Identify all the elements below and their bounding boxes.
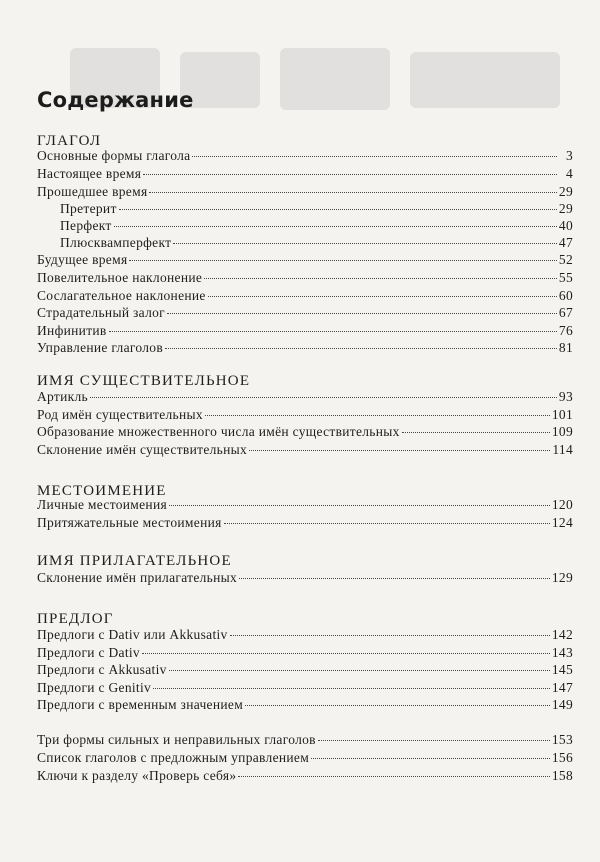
entry-page-number: 4	[565, 166, 573, 181]
entry-page-number: 76	[558, 323, 573, 338]
dot-leader	[238, 776, 549, 777]
dot-leader	[239, 578, 550, 579]
entry-title: Предлоги с Genitiv	[37, 680, 152, 695]
entry-page-number: 158	[551, 768, 573, 783]
toc-entry[interactable]	[37, 305, 573, 323]
entry-title: Перфект	[60, 218, 112, 233]
toc-entry[interactable]	[37, 768, 573, 786]
toc-entry[interactable]	[37, 389, 573, 407]
entry-title: Предлоги с Dativ или Akkusativ	[37, 627, 228, 642]
toc-entry[interactable]	[37, 680, 573, 698]
section-heading-noun: ИМЯ СУЩЕСТВИТЕЛЬНОЕ	[37, 373, 251, 389]
entry-title: Род имён существительных	[37, 407, 203, 422]
section-heading-preposition: ПРЕДЛОГ	[37, 611, 114, 627]
entry-page-number: 101	[551, 407, 573, 422]
dot-leader	[142, 653, 550, 654]
entry-page-number: 109	[551, 424, 573, 439]
toc-subentry[interactable]	[60, 218, 573, 236]
toc-entry[interactable]	[37, 288, 573, 306]
dot-leader	[192, 156, 557, 157]
entry-title: Личные местоимения	[37, 497, 167, 512]
dot-leader	[205, 415, 550, 416]
dot-leader	[167, 313, 557, 314]
entry-page-number: 29	[558, 201, 573, 216]
toc-entry[interactable]	[37, 497, 573, 515]
entry-title: Склонение имён прилагательных	[37, 570, 238, 585]
entry-title: Артикль	[37, 389, 88, 404]
toc-subentry[interactable]	[60, 201, 573, 219]
entry-page-number: 47	[558, 235, 573, 250]
entry-title: Настоящее время	[37, 166, 142, 181]
entry-page-number: 120	[551, 497, 573, 512]
dot-leader	[204, 278, 557, 279]
dot-leader	[318, 740, 550, 741]
entry-page-number: 153	[551, 732, 573, 747]
bleed-through-shadow	[60, 38, 580, 128]
dot-leader	[114, 226, 557, 227]
entry-title: Склонение имён существительных	[37, 442, 248, 457]
dot-leader	[119, 209, 557, 210]
toc-entry[interactable]	[37, 340, 573, 358]
entry-title: Предлоги с временным значением	[37, 697, 244, 712]
dot-leader	[249, 450, 550, 451]
dot-leader	[402, 432, 550, 433]
toc-entry[interactable]	[37, 732, 573, 750]
entry-page-number: 81	[558, 340, 573, 355]
entry-title: Основные формы глагола	[37, 148, 191, 163]
toc-entry[interactable]	[37, 627, 573, 645]
entry-title: Управление глаголов	[37, 340, 163, 355]
entry-page-number: 129	[551, 570, 573, 585]
dot-leader	[169, 670, 550, 671]
dot-leader	[149, 192, 556, 193]
entry-page-number: 60	[558, 288, 573, 303]
entry-title: Список глаголов с предложным управлением	[37, 750, 310, 765]
entry-title: Прошедшее время	[37, 184, 148, 199]
toc-entry[interactable]	[37, 750, 573, 768]
toc-entry[interactable]	[37, 645, 573, 663]
toc-entry[interactable]	[37, 697, 573, 715]
entry-title: Образование множественного числа имён существительных	[37, 424, 400, 439]
section-heading-adjective: ИМЯ ПРИЛАГАТЕЛЬНОЕ	[37, 553, 232, 569]
dot-leader	[165, 348, 557, 349]
entry-title: Страдательный залог	[37, 305, 165, 320]
entry-page-number: 55	[558, 270, 573, 285]
dot-leader	[143, 174, 557, 175]
toc-entry[interactable]	[37, 148, 573, 166]
dot-leader	[153, 688, 550, 689]
entry-page-number: 124	[551, 515, 573, 530]
toc-entry[interactable]	[37, 442, 573, 460]
entry-page-number: 114	[552, 442, 573, 457]
dot-leader	[311, 758, 550, 759]
toc-entry[interactable]	[37, 515, 573, 533]
entry-title: Предлоги с Dativ	[37, 645, 140, 660]
toc-entry[interactable]	[37, 407, 573, 425]
dot-leader	[109, 331, 557, 332]
entry-page-number: 67	[558, 305, 573, 320]
toc-entry[interactable]	[37, 570, 573, 588]
section-heading-verb: ГЛАГОЛ	[37, 133, 102, 149]
entry-page-number: 156	[551, 750, 573, 765]
entry-page-number: 93	[558, 389, 573, 404]
toc-entry[interactable]	[37, 270, 573, 288]
entry-title: Три формы сильных и неправильных глаголов	[37, 732, 316, 747]
entry-title: Претерит	[60, 201, 117, 216]
toc-entry[interactable]	[37, 424, 573, 442]
toc-entry[interactable]	[37, 166, 573, 184]
entry-page-number: 147	[551, 680, 573, 695]
entry-page-number: 29	[558, 184, 573, 199]
toc-entry[interactable]	[37, 323, 573, 341]
entry-page-number: 40	[558, 218, 573, 233]
entry-page-number: 52	[558, 252, 573, 267]
toc-entry[interactable]	[37, 662, 573, 680]
entry-title: Притяжательные местоимения	[37, 515, 222, 530]
section-heading-pronoun: МЕСТОИМЕНИЕ	[37, 483, 167, 499]
entry-page-number: 3	[565, 148, 573, 163]
dot-leader	[224, 523, 550, 524]
toc-subentry[interactable]	[60, 235, 573, 253]
entry-title: Плюсквамперфект	[60, 235, 172, 250]
dot-leader	[173, 243, 557, 244]
dot-leader	[208, 296, 557, 297]
entry-title: Ключи к разделу «Проверь себя»	[37, 768, 237, 783]
toc-entry[interactable]	[37, 184, 573, 202]
entry-page-number: 142	[551, 627, 573, 642]
entry-title: Повелительное наклонение	[37, 270, 203, 285]
entry-page-number: 143	[551, 645, 573, 660]
dot-leader	[90, 397, 557, 398]
page-title: Содержание	[37, 88, 194, 112]
dot-leader	[169, 505, 550, 506]
entry-title: Будущее время	[37, 252, 128, 267]
entry-page-number: 145	[551, 662, 573, 677]
entry-page-number: 149	[551, 697, 573, 712]
dot-leader	[245, 705, 550, 706]
dot-leader	[129, 260, 556, 261]
dot-leader	[230, 635, 550, 636]
entry-title: Сослагательное наклонение	[37, 288, 206, 303]
toc-entry[interactable]	[37, 252, 573, 270]
entry-title: Предлоги с Akkusativ	[37, 662, 167, 677]
entry-title: Инфинитив	[37, 323, 107, 338]
